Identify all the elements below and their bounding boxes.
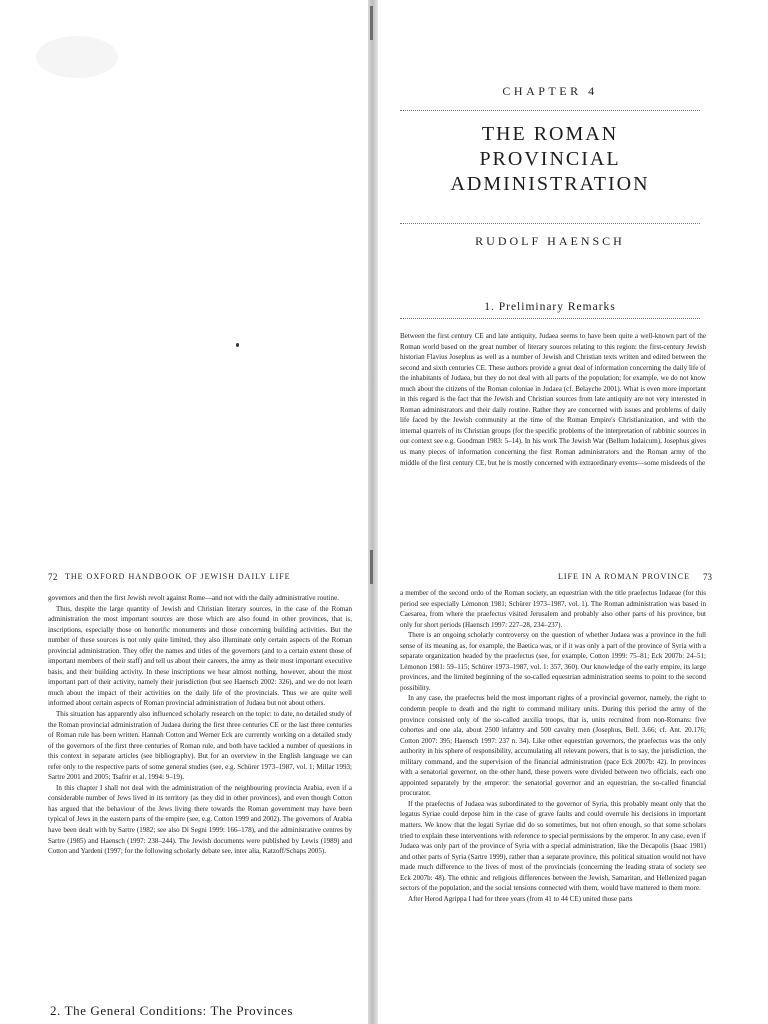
body-paragraph: There is an ongoing scholarly controversy on the question of whether Judaea was a province in the full sense of its meaning as, for example, the Baetica was, or if it was only a part of the province of Syria with a separate organization headed by the praefectus (see, for example, Cotton 1999: 75–81; Eck 2007b: 24–51; Lémonon 1981: 59–115; Schürer 1973–1987, vol. 1: 357, 360). Our knowledge of the early empire, its large provinces, and the limited beginning of the so-called equestrian administration seems to point to the second possibility. xyxy=(400,631,706,692)
bottom-book-gutter xyxy=(368,550,378,1024)
chapter-opening-text xyxy=(400,331,706,529)
body-paragraph: In any case, the praefectus held the most important rights of a provincial governor, namely, the right to condemn people to death and the right to command military units. During this period the army of the province consisted only of the so-called auxilia troops, that is, units recruited from non-Romans: five cohortes and one ala, about 2500 infantry and 500 cavalry men (Josephus, Bell. 3.66; cf. Ant. 20.176; Cotton 2007: 395; Haensch 1997: 237 n. 34). Like other equestrian governors, the praefectus was the only authority in his sphere of responsibility, accumulating all relevant powers, that is to say, the jurisdiction, the military command, and the supervision of the financial administration (pace Eck 2007b: 42). In provinces with a senatorial governor, on the other hand, these powers were divided between two officials, each one appointed separately by the emperor: the senatorial governor and an equestrian, the so-called financial procurator. xyxy=(400,694,706,798)
section-rule xyxy=(400,318,700,319)
chapter-title-line: THE ROMAN xyxy=(481,123,619,145)
left-page-number: 72 xyxy=(48,572,58,582)
author-name: RUDOLF HAENSCH xyxy=(475,234,625,248)
right-page-number: 73 xyxy=(703,572,712,582)
right-page-text xyxy=(400,588,706,1018)
chapter-rule xyxy=(400,110,700,111)
chapter-title-line: PROVINCIAL xyxy=(479,148,621,170)
body-paragraph: Between the first century CE and late antiquity, Judaea seems to have been quite a well-known part of the Roman world based on the great number of literary sources relating to this region: the first-century Jewish historian Flavius Josephus as well as a number of Jewish and Christian texts written and edited between the second and sixth centuries CE. These authors provide a great deal of information concerning the daily life of the inhabitants of Judaea, but they do not deal with all parts of the population; for example, we do not know much about the citizens of the Roman coloniae in Judaea (cf. Belayche 2001). What is even more important in this regard is the fact that the Jewish and Christian sources from late antiquity are not very interested in Roman administrators and their daily routine. Rather they are concerned with issues and problems of daily life faced by the Jewish community at the time of the Roman Empire's Christianization, and with the internal quarrels of its Christian groups (for the specific problems of the interpretation of rabbinic sources in our context see e.g. Goodman 1983: 5–14). In his work The Jewish War (Bellum Iudaicum), Josephus gives us many pieces of information concerning the first Roman administrators and the Roman army of the middle of the first century CE, but he is mostly concerned with extraordinary events—some misdeeds of the xyxy=(400,332,706,467)
chapter-title-line: ADMINISTRATION xyxy=(450,173,650,195)
binding-mark-bottom xyxy=(370,550,373,584)
section-heading-preliminary: 1. Preliminary Remarks xyxy=(484,301,616,313)
right-running-head: LIFE IN A ROMAN PROVINCE xyxy=(557,572,690,581)
chapter-label: CHAPTER 4 xyxy=(502,84,598,98)
section-heading-general-conditions: 2. The General Conditions: The Provinces xyxy=(50,1003,294,1018)
body-paragraph: Thus, despite the large quantity of Jewish and Christian literary sources, in the case of the Roman administration the most important sources are those which are also found in other provinces, that is, inscriptions, especially those on honorific monuments and those concerning building activities. But the number of these sources is not only quite limited, they also illuminate only certain aspects of the Roman provincial administration. They offer the names and titles of the governors (and to a certain extent those of important members of their staff) and tell us about their careers, the army as their most important executive basis, and their building activity. In these inscriptions we hear almost nothing, however, about the most important part of their activity, namely their jurisdiction (but see Haensch 2002: 326), and we do not learn much about the impact of their activities on the daily life of the provincials. Thus we are quite well informed about certain aspects of Roman provincial administration of Judaea but not about others. xyxy=(48,604,352,708)
body-paragraph: If the praefectus of Judaea was subordinated to the governor of Syria, this probably meant only that the legatus Syriae could depose him in the case of grave faults and could overrule his decisions in important matters. We know that the legati Syriae did do so sometimes, but not often enough, so that some scholars tried to explain these interventions with reference to special permissions by the emperor. In any case, even if Judaea was only part of the province of Syria with a special administration, like the Decapolis (Isaac 1981) and other parts of Syria (Sartre 1999), rather than a separate province, this political situation would not have made much difference to the lives of most of the provincials (concerning the leading strata of society see Eck 2007b: 48). The ethnic and religious differences between the Jewish, Samaritan, and Hellenized pagan sectors of the population, and the social tensions connected with them, would have mattered to them more. xyxy=(400,799,706,893)
top-book-gutter xyxy=(368,0,378,550)
left-page-text xyxy=(48,593,352,995)
body-paragraph: This situation has apparently also influenced scholarly research on the topic: to date, no detailed study of the Roman provincial administration of Judaea during the first three centuries CE or the last three centuries of Roman rule has been written. Hannah Cotton and Werner Eck are currently working on a detailed study of the governors of the first three centuries of Roman rule, and both have tackled a number of questions in this context in separate articles (see bibliography). But for an overview in the English language we can refer only to the respective parts of some general studies (see, e.g. Schürer 1973–1987, vol. 1; Millar 1993; Sartre 2001 and 2005; Tsafrir et al. 1994: 9–19). xyxy=(48,710,352,782)
title-rule xyxy=(400,223,700,224)
ink-speck xyxy=(236,343,239,347)
left-running-head: THE OXFORD HANDBOOK OF JEWISH DAILY LIFE xyxy=(65,572,291,581)
body-paragraph: governors and then the first Jewish revolt against Rome—and not with the daily administrative routine. xyxy=(48,594,340,602)
scan-smudge xyxy=(36,36,118,78)
body-paragraph: a member of the second ordo of the Roman society, an equestrian with the title praefectus Iudaeae (for this period see especially Lémonon 1981; Schürer 1973–1987, vol. 1). The Roman administration was based in Caesarea, from where the praefectus visited Jerusalem and probably also other parts of his province, but only for short periods (Haensch 1997: 227–28, 234–237). xyxy=(400,589,706,629)
body-paragraph: In this chapter I shall not deal with the administration of the neighbouring provincia Arabia, even if a considerable number of Jews lived in its territory (as they did in other provinces), and even though Cotton has argued that the behaviour of the Jews living there towards the Roman government may have been typical of Jews in the eastern parts of the empire (see, e.g. Cotton 1999 and 2002). The governors of Arabia have been dealt with by Sartre (1982; see also Di Segni 1999: 166–178), and the administrative centres by Sartre (1985) and Haensch (1997: 238–244). The Jewish documents were published by Lewis (1989) and Cotton and Yardeni (1997; for the following scholarly debate see, inter alia, Katzoff/Schaps 2005). xyxy=(48,783,352,856)
body-paragraph: After Herod Agrippa I had for three years (from 41 to 44 CE) united those parts xyxy=(408,894,633,903)
chapter-title xyxy=(400,122,700,197)
binding-mark-top xyxy=(370,6,373,40)
